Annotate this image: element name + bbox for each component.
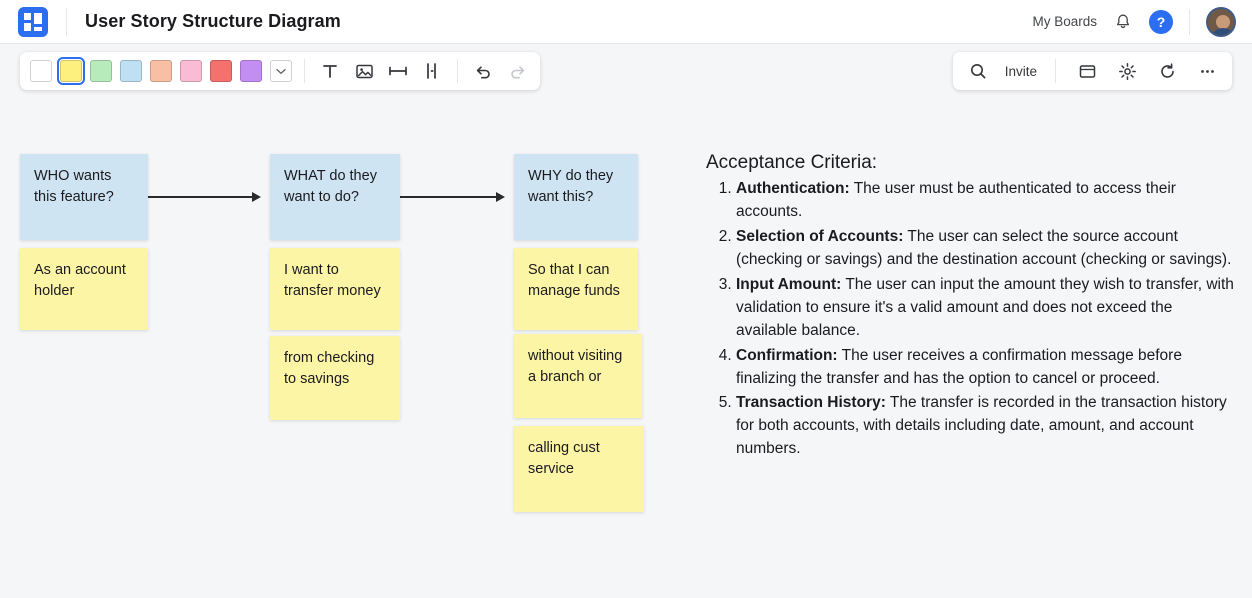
connector-who-to-what: [148, 196, 252, 198]
connector-who-to-what-arrowhead: [252, 192, 261, 202]
acceptance-criteria-heading: Acceptance Criteria:: [706, 152, 878, 173]
sticky-note-who-header[interactable]: WHO wants this feature?: [20, 154, 148, 240]
connector-what-to-why-arrowhead: [496, 192, 505, 202]
criterion-title: Transaction History:: [736, 394, 886, 412]
sticky-note-why-header[interactable]: WHY do they want this?: [514, 154, 638, 240]
criterion-title: Input Amount:: [736, 275, 842, 293]
list-item: [736, 226, 1236, 272]
invite-button[interactable]: Invite: [1004, 63, 1037, 79]
list-item: [736, 345, 1236, 391]
board-canvas[interactable]: [0, 44, 1252, 598]
list-item: [736, 178, 1236, 224]
acceptance-criteria-list: [706, 178, 1236, 461]
list-item: [736, 274, 1236, 343]
sticky-note-who-1[interactable]: As an account holder: [20, 248, 148, 330]
criterion-title: Authentication:: [736, 180, 850, 197]
page-title: User Story Structure Diagram: [85, 11, 341, 31]
header-divider-2: [1189, 9, 1190, 35]
bell-icon[interactable]: [1113, 12, 1133, 32]
acceptance-criteria-block[interactable]: [706, 152, 1236, 463]
sticky-note-what-1[interactable]: I want to transfer money: [270, 248, 400, 330]
criterion-title: Selection of Accounts:: [736, 227, 904, 245]
top-bar-right: [1032, 7, 1252, 37]
sticky-note-why-1[interactable]: So that I can manage funds: [514, 248, 638, 330]
criterion-text: The user can input the amount they wish to transfer, with validation to ensure it's a valid amount and does not exceed the available balance.: [736, 275, 1234, 339]
my-boards-link[interactable]: My Boards: [1032, 14, 1097, 29]
grid-logo-icon[interactable]: [18, 7, 48, 37]
header-divider: [66, 8, 67, 36]
sticky-note-why-3[interactable]: calling cust service: [514, 426, 644, 512]
criterion-text: The user must be authenticated to access their accounts.: [736, 180, 1176, 220]
help-button[interactable]: ?: [1149, 10, 1173, 34]
list-item: [736, 392, 1236, 461]
criterion-text: The user receives a confirmation message before finalizing the transfer and has the option to cancel or proceed.: [736, 346, 1182, 387]
top-bar: [0, 0, 1252, 44]
connector-what-to-why: [400, 196, 496, 198]
sticky-note-what-header[interactable]: WHAT do they want to do?: [270, 154, 400, 240]
criterion-text: The user can select the source account (checking or savings) and the destination account (checking or savings).: [736, 227, 1232, 268]
sticky-note-why-2[interactable]: without visiting a branch or: [514, 334, 642, 418]
sticky-note-what-2[interactable]: from checking to savings: [270, 336, 400, 420]
avatar[interactable]: [1206, 7, 1236, 37]
criterion-text: The transfer is recorded in the transaction history for both accounts, with details including date, amount, and account numbers.: [736, 394, 1227, 458]
criterion-title: Confirmation:: [736, 346, 838, 364]
